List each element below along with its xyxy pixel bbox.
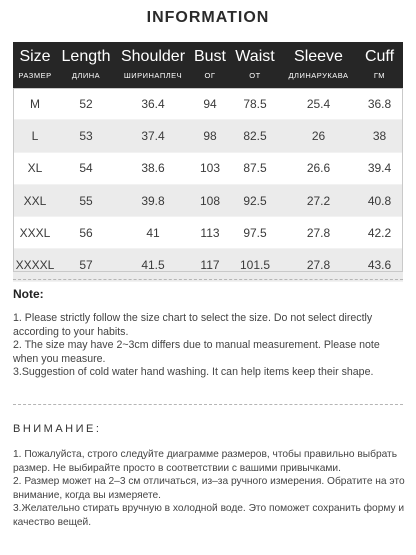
table-row [13, 249, 403, 281]
cuff-cell: 43.6 [356, 249, 403, 281]
waist-cell: 78.5 [229, 88, 281, 120]
table-header-row [13, 42, 403, 88]
bust-cell: 103 [191, 152, 229, 184]
waist-cell: 87.5 [229, 152, 281, 184]
sleeve-cell: 27.8 [281, 217, 356, 249]
header-shoulder: Shoulder ШИРИНАПЛЕЧ [115, 42, 191, 88]
waist-cell: 82.5 [229, 120, 281, 152]
ru-note-line: 3.Желательно стирать вручную в холодной воде. Это поможет сохранить форму и качество вещей. [13, 503, 405, 528]
cuff-cell: 38 [356, 120, 403, 152]
size-cell: M [13, 88, 57, 120]
bust-cell: 94 [191, 88, 229, 120]
divider [13, 404, 403, 405]
ru-note-title: ВНИМАНИЕ: [13, 423, 102, 435]
waist-cell: 92.5 [229, 184, 281, 216]
sleeve-cell: 25.4 [281, 88, 356, 120]
note-line: 1. Please strictly follow the size chart to select the size. Do not select directly according to your habits. [13, 312, 373, 338]
shoulder-cell: 37.4 [115, 120, 191, 152]
note-body [13, 312, 405, 380]
ru-note-line: 1. Пожалуйста, строго следуйте диаграмме размеров, чтобы правильно выбрать размер. Не выбирайте просто в соответствии с вашими привычками. [13, 449, 398, 474]
shoulder-cell: 36.4 [115, 88, 191, 120]
table-row [13, 152, 403, 184]
header-sleeve: Sleeve ДЛИНАРУКАВА [281, 42, 356, 88]
bust-cell: 108 [191, 184, 229, 216]
waist-cell: 101.5 [229, 249, 281, 281]
cuff-cell: 40.8 [356, 184, 403, 216]
header-size: Size РАЗМЕР [13, 42, 57, 88]
size-cell: XXXL [13, 217, 57, 249]
size-cell: XXXXL [13, 249, 57, 281]
shoulder-cell: 39.8 [115, 184, 191, 216]
page-title: INFORMATION [146, 9, 270, 26]
header-cuff: Cuff ГМ [356, 42, 403, 88]
ru-note-body [13, 448, 405, 530]
header-waist: Waist ОТ [229, 42, 281, 88]
table-row [13, 88, 403, 120]
length-cell: 53 [57, 120, 115, 152]
divider [13, 279, 403, 280]
ru-note-line: 2. Размер может на 2–3 см отличаться, из–за ручного измерения. Обратите на это внимание, когда вы измеряете. [13, 476, 405, 501]
length-cell: 54 [57, 152, 115, 184]
bust-cell: 113 [191, 217, 229, 249]
length-cell: 56 [57, 217, 115, 249]
size-cell: XL [13, 152, 57, 184]
sleeve-cell: 27.8 [281, 249, 356, 281]
length-cell: 55 [57, 184, 115, 216]
table-row [13, 217, 403, 249]
note-line: 2. The size may have 2~3cm differs due to manual measurement. Please note when you measure. [13, 339, 380, 365]
sleeve-cell: 27.2 [281, 184, 356, 216]
waist-cell: 97.5 [229, 217, 281, 249]
sleeve-cell: 26.6 [281, 152, 356, 184]
header-length: Length ДЛИНА [57, 42, 115, 88]
shoulder-cell: 38.6 [115, 152, 191, 184]
header-bust: Bust ОГ [191, 42, 229, 88]
cuff-cell: 39.4 [356, 152, 403, 184]
length-cell: 57 [57, 249, 115, 281]
bust-cell: 117 [191, 249, 229, 281]
table-row [13, 120, 403, 152]
shoulder-cell: 41 [115, 217, 191, 249]
table-row [13, 184, 403, 216]
size-cell: XXL [13, 184, 57, 216]
cuff-cell: 42.2 [356, 217, 403, 249]
shoulder-cell: 41.5 [115, 249, 191, 281]
sleeve-cell: 26 [281, 120, 356, 152]
note-line: 3.Suggestion of cold water hand washing. It can help items keep their shape. [13, 366, 374, 379]
cuff-cell: 36.8 [356, 88, 403, 120]
bust-cell: 98 [191, 120, 229, 152]
length-cell: 52 [57, 88, 115, 120]
size-chart-table [13, 42, 403, 282]
note-title: Note: [13, 287, 44, 301]
size-cell: L [13, 120, 57, 152]
